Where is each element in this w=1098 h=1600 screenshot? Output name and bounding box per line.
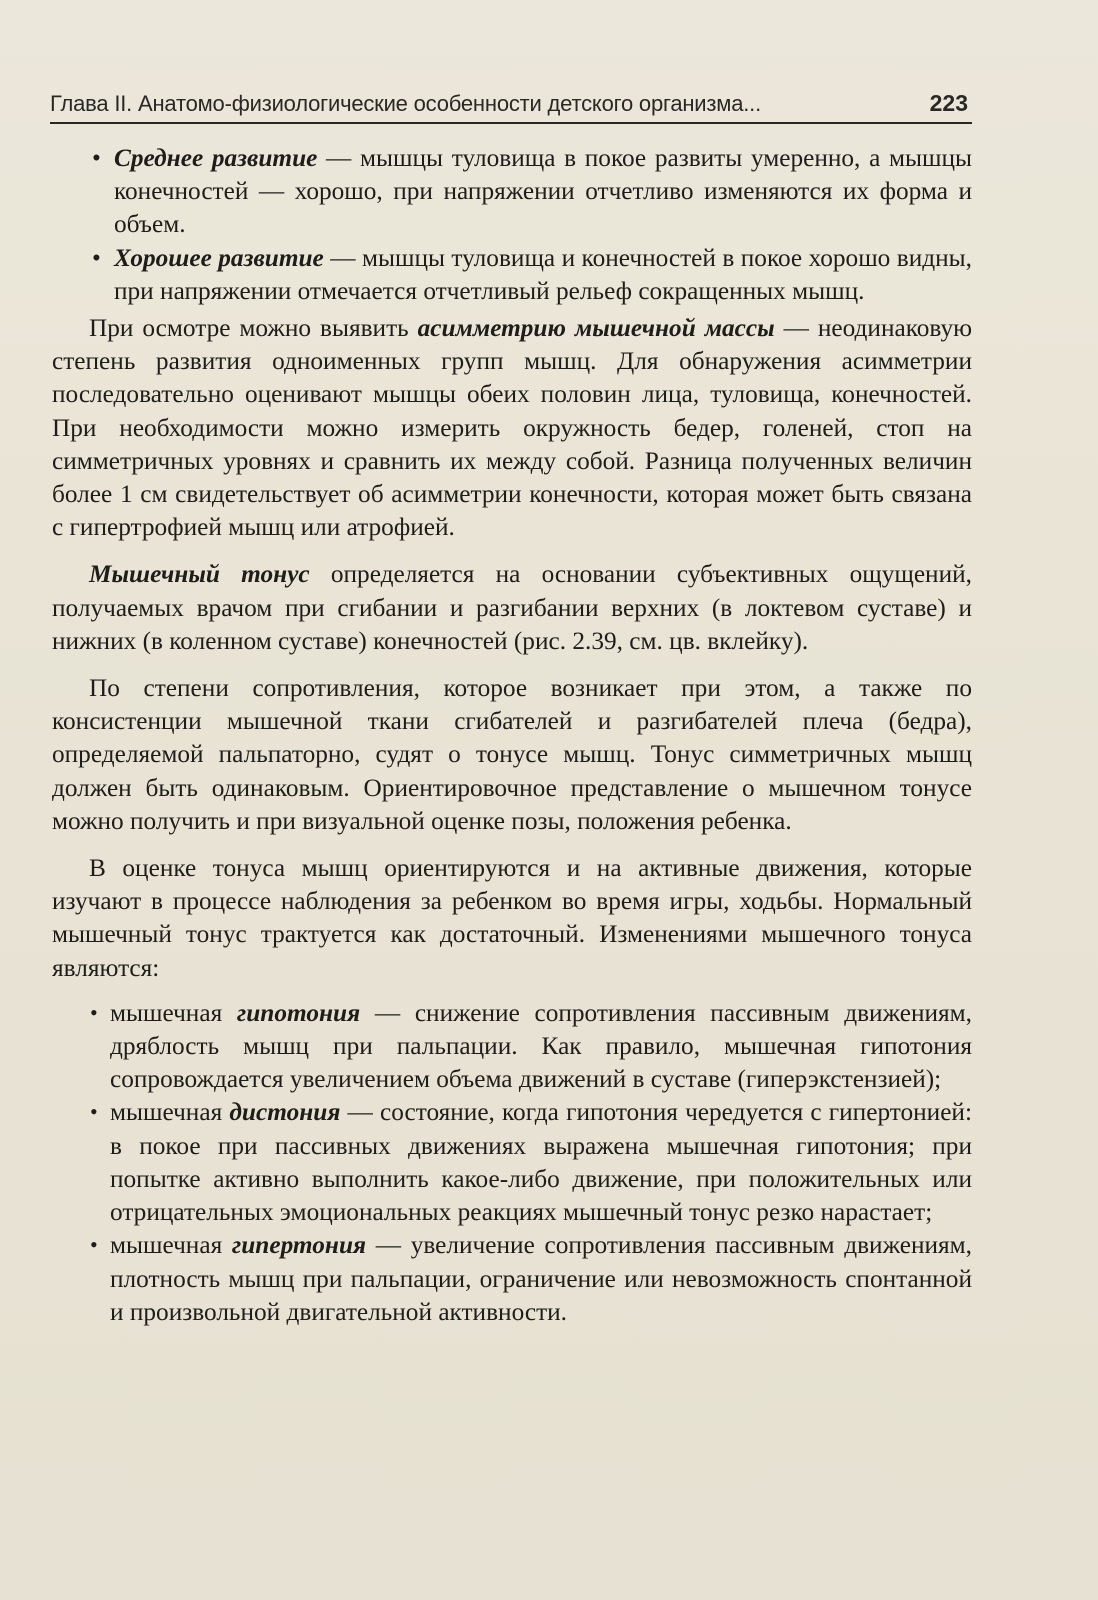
list-item	[52, 997, 972, 1097]
term: асимметрию мышечной массы	[417, 314, 775, 343]
item-text: — увеличение сопротивления пассивным движениям, плотность мышц при пальпации, ограничение или невозможность спонтанной и произвольной двигательной активности.	[110, 1231, 972, 1326]
term: дистония	[229, 1098, 341, 1127]
paragraph-muscle-tone	[52, 558, 972, 658]
text: мышечная	[110, 1231, 232, 1260]
bullet-icon: •	[92, 144, 101, 172]
bullet-icon: •	[90, 1232, 98, 1258]
text: — неодинаковую степень развития одноименных групп мышц. Для обнаружения асимметрии последовательно оценивают мышцы обеих половин лица, туловища, конечностей. При необходимости можно измерить окружность бедер, голеней, стоп на симметричных уровнях и сравнить их между собой. Разница полученных величин более 1 см свидетельствует об асимметрии конечности, которая может быть связана с гипертрофией мышц или атрофией.	[52, 314, 972, 542]
term: гипертония	[231, 1231, 367, 1260]
text: При осмотре можно выявить	[89, 314, 418, 343]
list-item	[52, 242, 972, 308]
term: гипотония	[236, 998, 361, 1027]
tone-changes-list	[52, 997, 972, 1329]
chapter-title: Глава II. Анатомо-физиологические особенности детского организма...	[50, 91, 761, 116]
paragraph-active-movements: В оценке тонуса мышц ориентируются и на активные движения, которые изучают в процессе наблюдения за ребенком во время игры, ходьбы. Нормальный мышечный тонус трактуется как достаточный. Изменениями мышечного тонуса являются:	[52, 854, 972, 982]
item-text: — мышцы туловища и конечностей в покое хорошо видны, при напряжении отмечается отчетливый рельеф сокращенных мышц.	[114, 243, 972, 305]
text: мышечная	[110, 998, 237, 1027]
text: мышечная	[110, 1098, 230, 1127]
page-body	[52, 142, 972, 1329]
item-text: — мышцы туловища в покое развиты умеренно, а мышцы конечностей — хорошо, при напряжении отчетливо изменяются их форма и объем.	[114, 144, 972, 239]
list-item	[52, 1229, 972, 1329]
running-header	[50, 86, 972, 124]
list-item	[52, 142, 972, 242]
development-list	[52, 142, 972, 308]
page-number: 223	[929, 90, 968, 116]
paragraph-asymmetry	[52, 312, 972, 544]
bullet-icon: •	[90, 999, 98, 1025]
item-text: — состояние, когда гипотония чередуется с гипертонией: в покое при пассивных движениях выражена мышечная гипотония; при попытке активно выполнить какое-либо движение, при положительных или отрицательных эмоциональных реакциях мышечный тонус резко нарастает;	[110, 1098, 973, 1227]
bullet-icon: •	[92, 243, 101, 272]
list-item	[52, 1096, 972, 1229]
term: Хорошее развитие	[114, 243, 324, 272]
term: Мышечный тонус	[89, 560, 310, 589]
paragraph-resistance: По степени сопротивления, которое возникает при этом, а также по консистенции мышечной ткани сгибателей и разгибателей плеча (бедра), определяемой пальпаторно, судят о тонусе мышц. Тонус симметричных мышц должен быть одинаковым. Ориентировочное представление о мышечном тонусе можно получить и при визуальной оценке позы, положения ребенка.	[52, 674, 972, 835]
bullet-icon: •	[90, 1099, 98, 1125]
item-text: — снижение сопротивления пассивным движениям, дряблость мышц при пальпации. Как правило, мышечная гипотония сопровождается увеличением объема движений в суставе (гиперэкстензией);	[110, 998, 972, 1094]
term: Среднее развитие	[114, 144, 318, 172]
text: определяется на основании субъективных ощущений, получаемых врачом при сгибании и разгибании верхних (в локтевом суставе) и нижних (в коленном суставе) конечностей (рис. 2.39, см. цв. вклейку).	[52, 560, 972, 655]
